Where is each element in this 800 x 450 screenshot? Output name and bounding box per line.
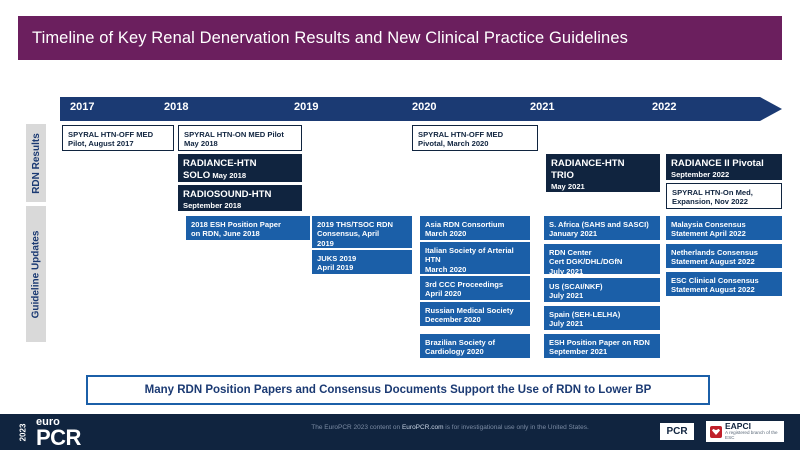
badge-pcr: PCR bbox=[660, 423, 694, 440]
card-line: JUKS 2019 bbox=[317, 254, 357, 263]
card-line: Pivotal, March 2020 bbox=[418, 139, 489, 149]
card-italian-society-arterial-htn bbox=[420, 242, 530, 274]
card-title: RADIANCE II Pivotal bbox=[671, 158, 764, 169]
card-spyral-off-med-pilot bbox=[62, 125, 174, 151]
card-title: RADIOSOUND-HTN bbox=[183, 189, 272, 200]
card-radiosound-htn bbox=[178, 185, 302, 211]
card-line: July 2021 bbox=[549, 266, 584, 276]
card-esc-clinical-consensus bbox=[666, 272, 782, 296]
card-russian-medical-society bbox=[420, 302, 530, 326]
card-rdn-center-cert bbox=[544, 244, 660, 274]
card-juks-2019 bbox=[312, 250, 412, 274]
card-line: Asia RDN Consortium bbox=[425, 220, 505, 229]
card-line: July 2021 bbox=[549, 319, 584, 329]
card-line: SPYRAL HTN-OFF MED bbox=[68, 130, 154, 139]
card-title-2: SOLO bbox=[183, 169, 211, 181]
card-line: September 2021 bbox=[549, 347, 608, 357]
badge-eapci-name: EAPCI bbox=[725, 421, 751, 432]
card-asia-rdn-consortium bbox=[420, 216, 530, 240]
slide-title-bar bbox=[18, 16, 782, 60]
card-line: 3rd CCC Proceedings bbox=[425, 280, 504, 289]
timeline-year-2020: 2020 bbox=[412, 101, 437, 113]
disclaimer-pre: The EuroPCR 2023 content on bbox=[311, 424, 402, 431]
card-line: SPYRAL HTN-On Med, bbox=[672, 188, 753, 197]
heart-icon bbox=[710, 426, 722, 438]
card-ths-tsoc-consensus bbox=[312, 216, 412, 248]
card-line: ESC Clinical Consensus bbox=[671, 276, 759, 285]
card-line: SPYRAL HTN-ON MED Pilot bbox=[184, 130, 284, 139]
card-date: May 2021 bbox=[551, 181, 585, 191]
card-malaysia-consensus bbox=[666, 216, 782, 240]
card-line: 2018 ESH Position Paper bbox=[191, 220, 281, 229]
card-line: Statement April 2022 bbox=[671, 229, 746, 239]
card-line: US (SCAI/NKF) bbox=[549, 282, 603, 291]
card-line: HTN bbox=[425, 255, 441, 265]
card-line: Brazilian Society of bbox=[425, 338, 496, 347]
card-line: December 2020 bbox=[425, 315, 481, 325]
card-line: April 2020 bbox=[425, 289, 462, 299]
card-line: Cardiology 2020 bbox=[425, 347, 484, 357]
card-line: 2019 bbox=[317, 238, 334, 248]
card-radiance-htn-trio bbox=[546, 154, 660, 192]
card-line: 2019 THS/TSOC RDN bbox=[317, 220, 393, 229]
card-line: Netherlands Consensus bbox=[671, 248, 758, 257]
page-title: Timeline of Key Renal Denervation Results and New Clinical Practice Guidelines bbox=[32, 28, 628, 47]
card-spyral-off-med-pivotal bbox=[412, 125, 538, 151]
card-line: Italian Society of Arterial bbox=[425, 246, 514, 255]
footer-disclaimer bbox=[300, 424, 600, 431]
badge-eapci bbox=[706, 421, 784, 442]
card-radiance-htn-solo bbox=[178, 154, 302, 182]
disclaimer-url[interactable]: EuroPCR.com bbox=[401, 424, 444, 431]
card-title: RADIANCE-HTN bbox=[551, 158, 625, 169]
card-line: on RDN, June 2018 bbox=[191, 229, 260, 239]
card-line: S. Africa (SAHS and SASCI) bbox=[549, 220, 649, 229]
card-line: July 2021 bbox=[549, 291, 584, 301]
row-label-guideline-updates-text: Guideline Updates bbox=[30, 230, 42, 318]
card-line: May 2018 bbox=[184, 139, 218, 149]
card-ccc-proceedings bbox=[420, 276, 530, 300]
card-line: Spain (SEH-LELHA) bbox=[549, 310, 621, 319]
card-line: April 2019 bbox=[317, 263, 354, 273]
card-spyral-on-med-expansion bbox=[666, 183, 782, 209]
timeline-year-2018: 2018 bbox=[164, 101, 189, 113]
summary-banner: Many RDN Position Papers and Consensus Documents Support the Use of RDN to Lower BP bbox=[86, 375, 710, 405]
card-netherlands-consensus bbox=[666, 244, 782, 268]
card-date: September 2018 bbox=[183, 200, 242, 210]
footer-logo bbox=[10, 415, 120, 450]
card-s-africa-sahs-sasci bbox=[544, 216, 660, 240]
row-label-guideline-updates bbox=[26, 206, 46, 342]
card-date: May 2018 bbox=[212, 170, 247, 180]
card-line: March 2020 bbox=[425, 264, 467, 274]
card-radiance-ii-pivotal bbox=[666, 154, 782, 180]
card-line: Malaysia Consensus bbox=[671, 220, 746, 229]
card-date: September 2022 bbox=[671, 169, 730, 179]
row-label-rdn-results bbox=[26, 124, 46, 202]
logo-pcr-text: PCR bbox=[36, 424, 81, 450]
card-line: Statement August 2022 bbox=[671, 285, 755, 295]
card-us-scai-nkf bbox=[544, 278, 660, 302]
card-line: January 2021 bbox=[549, 229, 598, 239]
timeline-arrow-head bbox=[760, 97, 782, 121]
card-line: RDN Center bbox=[549, 248, 592, 257]
card-esh-position-paper-rdn bbox=[544, 334, 660, 358]
card-spain-seh-lelha bbox=[544, 306, 660, 330]
card-line: Expansion, Nov 2022 bbox=[672, 197, 748, 207]
footer-year: 2023 bbox=[18, 423, 28, 441]
timeline-year-2022: 2022 bbox=[652, 101, 677, 113]
disclaimer-post: is for investigational use only in the United States. bbox=[443, 424, 589, 431]
card-esh-position-paper-2018 bbox=[186, 216, 310, 240]
card-line: SPYRAL HTN-OFF MED bbox=[418, 130, 504, 139]
card-line: ESH Position Paper on RDN bbox=[549, 338, 650, 347]
timeline-year-2019: 2019 bbox=[294, 101, 319, 113]
card-line: March 2020 bbox=[425, 229, 467, 239]
logo-euro-text: euro bbox=[36, 415, 60, 428]
card-title-2: TRIO bbox=[551, 169, 574, 181]
card-line: Russian Medical Society bbox=[425, 306, 514, 315]
card-spyral-on-med-pilot bbox=[178, 125, 302, 151]
timeline-year-2021: 2021 bbox=[530, 101, 555, 113]
card-line: Statement August 2022 bbox=[671, 257, 755, 267]
timeline-year-2017: 2017 bbox=[70, 101, 95, 113]
timeline-axis bbox=[60, 97, 782, 121]
card-line: Cert DGK/DHL/DGfN bbox=[549, 257, 623, 267]
card-brazilian-society-cardiology bbox=[420, 334, 530, 358]
card-title: RADIANCE-HTN bbox=[183, 158, 257, 169]
row-label-rdn-results-text: RDN Results bbox=[30, 132, 42, 194]
card-line: Consensus, April bbox=[317, 229, 380, 239]
badge-eapci-subtitle: A registered branch of the ESC bbox=[725, 430, 778, 440]
card-line: Pilot, August 2017 bbox=[68, 139, 134, 149]
